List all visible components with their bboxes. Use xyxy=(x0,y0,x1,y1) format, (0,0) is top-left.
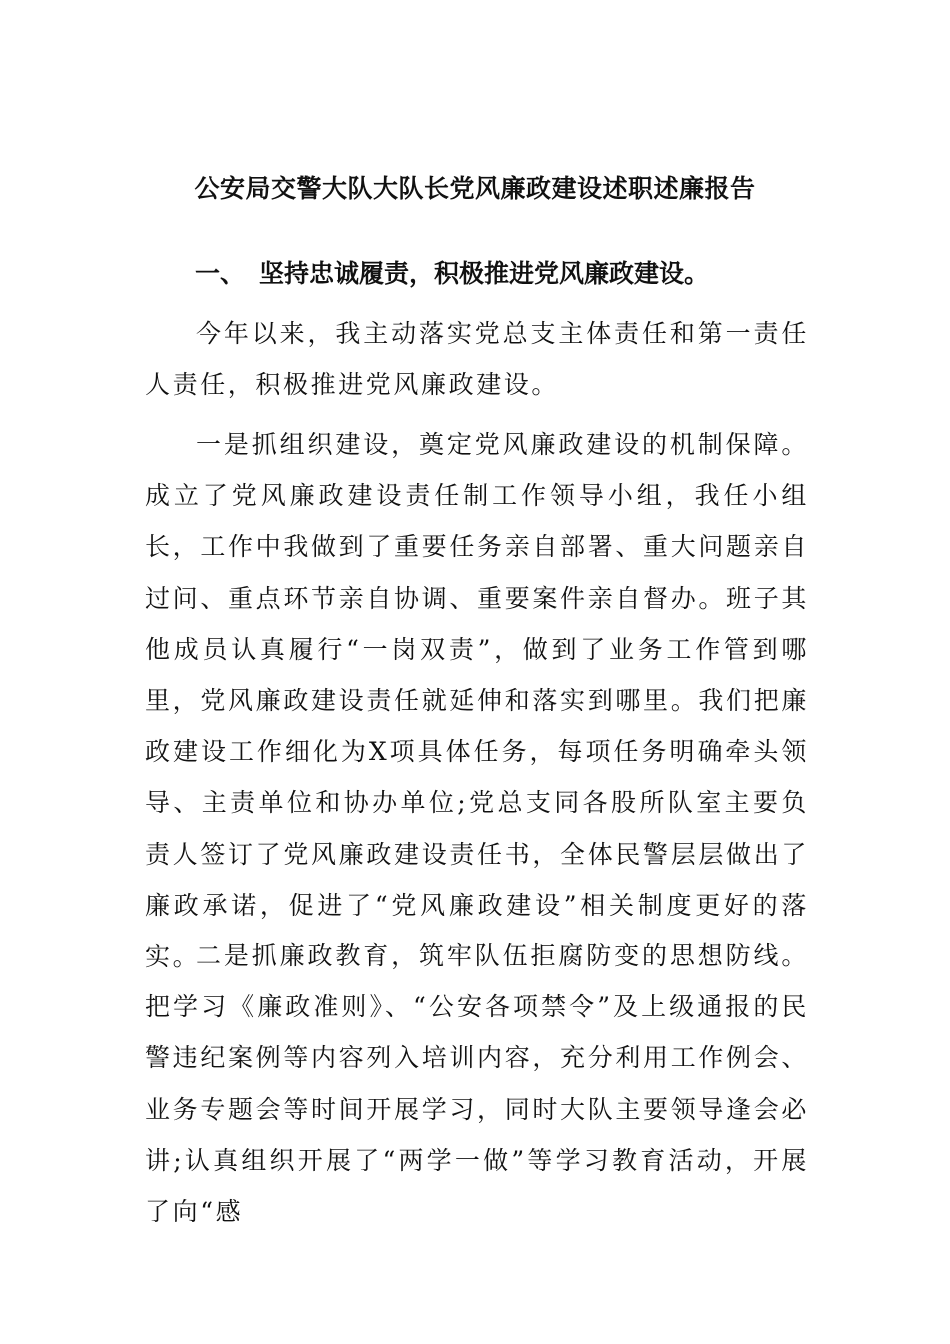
section-number: 一、 xyxy=(195,259,246,288)
section-heading-text: 坚持忠诚履责，积极推进党风廉政建设。 xyxy=(259,259,710,288)
paragraph-education: 二是抓廉政教育，筑牢队伍拒腐防变的思想防线。把学习《廉政准则》、“公安各项禁令”及上级通报的民警违纪案例等内容列入培训内容，充分利用工作例会、业务专题会等时间开展学习，同时大队主要领导逢会必讲;认真组织开展了“两学一做”等学习教育活动，开展了向“感 xyxy=(145,941,809,1227)
paragraph-intro: 今年以来，我主动落实党总支主体责任和第一责任人责任，积极推进党风廉政建设。 xyxy=(145,319,809,400)
document-title: 公安局交警大队大队长党风廉政建设述职述廉报告 xyxy=(194,174,756,203)
paragraph-organization: 一是抓组织建设，奠定党风廉政建设的机制保障。成立了党风廉政建设责任制工作领导小组，我任小组长，工作中我做到了重要任务亲自部署、重大问题亲自过问、重点环节亲自协调、重要案件亲自督办。班子其他成员认真履行“一岗双责”，做到了业务工作管到哪里，党风廉政建设责任就延伸和落实到哪里。我们把廉政建设工作细化为X项具体任务，每项任务明确牵头领导、主责单位和协办单位;党总支同各股所队室主要负责人签订了党风廉政建设责任书，全体民警层层做出了廉政承诺，促进了“党风廉政建设”相关制度更好的落实。 xyxy=(145,430,809,972)
section-heading xyxy=(195,257,709,291)
